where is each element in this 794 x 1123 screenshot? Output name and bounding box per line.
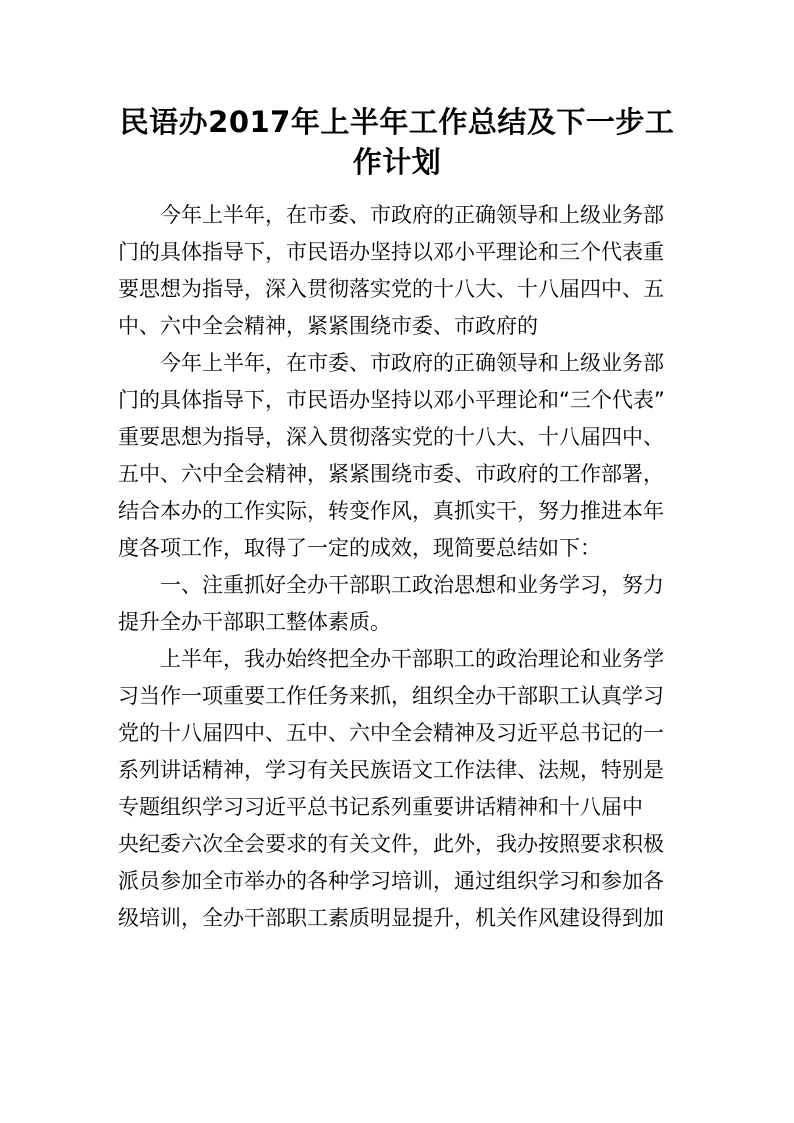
paragraph-2-line-5: 结合本办的工作实际，转变作风，真抓实干，努力推进本年	[118, 499, 664, 523]
paragraph-3-line-1: 上半年，我办始终把全办干部职工的政治理论和业务学	[160, 647, 664, 671]
paragraph-1-line-4: 中、六中全会精神，紧紧围绕市委、市政府的	[118, 314, 538, 338]
paragraph-2-line-6: 度各项工作，取得了一定的成效，现简要总结如下：	[118, 536, 601, 560]
paragraph-3-line-4: 系列讲话精神，学习有关民族语文工作法律、法规，特别是	[118, 758, 664, 782]
section-heading-1-line-1: 一、注重抓好全办干部职工政治思想和业务学习，努力	[160, 573, 664, 597]
paragraph-1-line-3: 要思想为指导，深入贯彻落实党的十八大、十八届四中、五	[118, 277, 664, 301]
paragraph-3-line-5: 专题组织学习习近平总书记系列重要讲话精神和十八届中	[118, 795, 643, 819]
paragraph-2-line-2: 门的具体指导下，市民语办坚持以邓小平理论和“三个代表”	[118, 388, 665, 412]
paragraph-3-line-2: 习当作一项重要工作任务来抓，组织全办干部职工认真学习	[118, 684, 664, 708]
paragraph-2-line-1: 今年上半年，在市委、市政府的正确领导和上级业务部	[160, 351, 664, 375]
document-title-line-2: 作计划	[352, 145, 442, 179]
paragraph-3-line-8: 级培训，全办干部职工素质明显提升，机关作风建设得到加	[118, 906, 664, 930]
section-heading-1-line-2: 提升全办干部职工整体素质。	[118, 610, 391, 634]
paragraph-3-line-6: 央纪委六次全会要求的有关文件，此外，我办按照要求积极	[118, 832, 664, 856]
paragraph-2-line-3: 重要思想为指导，深入贯彻落实党的十八大、十八届四中、	[118, 425, 664, 449]
paragraph-1-line-2: 门的具体指导下，市民语办坚持以邓小平理论和三个代表重	[118, 240, 664, 264]
paragraph-3-line-3: 党的十八届四中、五中、六中全会精神及习近平总书记的一	[118, 721, 664, 745]
document-title-line-1: 民语办2017年上半年工作总结及下一步工	[119, 105, 675, 139]
paragraph-3-line-7: 派员参加全市举办的各种学习培训，通过组织学习和参加各	[118, 869, 664, 893]
paragraph-2-line-4: 五中、六中全会精神，紧紧围绕市委、市政府的工作部署，	[118, 462, 664, 486]
paragraph-1-line-1: 今年上半年，在市委、市政府的正确领导和上级业务部	[160, 203, 664, 227]
